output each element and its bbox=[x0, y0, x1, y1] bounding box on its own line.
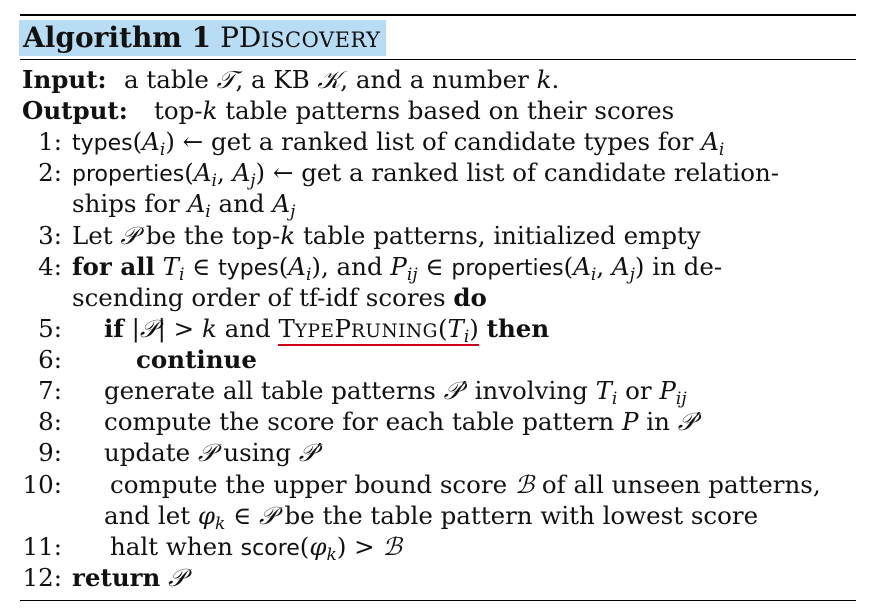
output-line bbox=[0, 95, 872, 126]
step-text: $properties(A_i$, $A_j$) ← get a ranked list of candidate relation- bbox=[72, 158, 780, 191]
step-number: 12: bbox=[22, 563, 62, 592]
step-11 bbox=[0, 531, 872, 565]
step-text: update 𝒫 using 𝒫′ bbox=[104, 438, 323, 467]
step-text: continue bbox=[136, 345, 257, 374]
step-text: return 𝒫 bbox=[72, 563, 186, 592]
step-number: 8: bbox=[38, 407, 62, 436]
step-number: 10: bbox=[22, 470, 62, 499]
step-text: compute the upper bound score ℬ of all unseen patterns, bbox=[110, 470, 821, 499]
step-6 bbox=[0, 344, 872, 375]
input-line bbox=[0, 64, 872, 95]
step-number: 2: bbox=[38, 158, 62, 187]
step-10 bbox=[0, 469, 872, 500]
step-10-continuation bbox=[0, 500, 872, 534]
title-rule bbox=[20, 59, 856, 60]
top-rule bbox=[20, 14, 856, 16]
algorithm-title bbox=[19, 20, 386, 56]
step-number: 11: bbox=[22, 532, 62, 561]
algorithm-name: PDISCOVERY bbox=[220, 21, 381, 54]
step-2 bbox=[0, 157, 872, 191]
step-text: Let 𝒫 be the top-k table patterns, initialized empty bbox=[72, 221, 701, 250]
step-text: scending order of tf-idf scores do bbox=[72, 283, 487, 312]
algorithm-label: Algorithm 1 bbox=[23, 21, 212, 54]
step-4-continuation bbox=[0, 282, 872, 313]
step-8 bbox=[0, 406, 872, 437]
step-1 bbox=[0, 126, 872, 160]
step-number: 1: bbox=[38, 127, 62, 156]
output-text: top-k table patterns based on their scores bbox=[154, 96, 675, 125]
type-pruning-call: $TYPEPRUNING(T_i)$ bbox=[278, 314, 479, 347]
step-9 bbox=[0, 437, 872, 468]
step-text: compute the score for each table pattern P in 𝒫′ bbox=[104, 407, 701, 436]
step-2-continuation bbox=[0, 188, 872, 222]
step-text: halt when $score(\varphi_k)$ > ℬ bbox=[110, 532, 402, 565]
step-text: generate all table patterns 𝒫′ involving $T_i$ or $P_{ij}$ bbox=[104, 376, 687, 409]
step-number: 7: bbox=[38, 376, 62, 405]
step-3 bbox=[0, 220, 872, 251]
step-5 bbox=[0, 313, 872, 347]
step-number: 4: bbox=[38, 252, 62, 281]
step-text: and let $\varphi_k$ ∈ 𝒫 be the table pattern with lowest score bbox=[104, 501, 759, 534]
output-label: Output: bbox=[22, 96, 128, 125]
step-text: $types(A_i)$ ← get a ranked list of candidate types for $A_i$ bbox=[72, 127, 725, 160]
step-text: for all $T_i$ ∈ $types(A_i)$, and $P_{ij}$ ∈ $properties(A_i$, $A_j$) in de- bbox=[72, 252, 723, 285]
step-number: 3: bbox=[38, 221, 62, 250]
step-12 bbox=[0, 562, 872, 593]
step-number: 5: bbox=[38, 314, 62, 343]
step-7 bbox=[0, 375, 872, 409]
step-4 bbox=[0, 251, 872, 285]
step-number: 9: bbox=[38, 438, 62, 467]
step-text: if |𝒫| > k and $TYPEPRUNING(T_i)$ then bbox=[104, 314, 550, 347]
step-text: ships for $A_i$ and $A_j$ bbox=[72, 189, 296, 222]
step-number: 6: bbox=[38, 345, 62, 374]
bottom-rule bbox=[20, 600, 856, 601]
input-label: Input: bbox=[22, 65, 107, 94]
input-text: a table 𝒯, a KB 𝒦, and a number k. bbox=[124, 65, 560, 94]
